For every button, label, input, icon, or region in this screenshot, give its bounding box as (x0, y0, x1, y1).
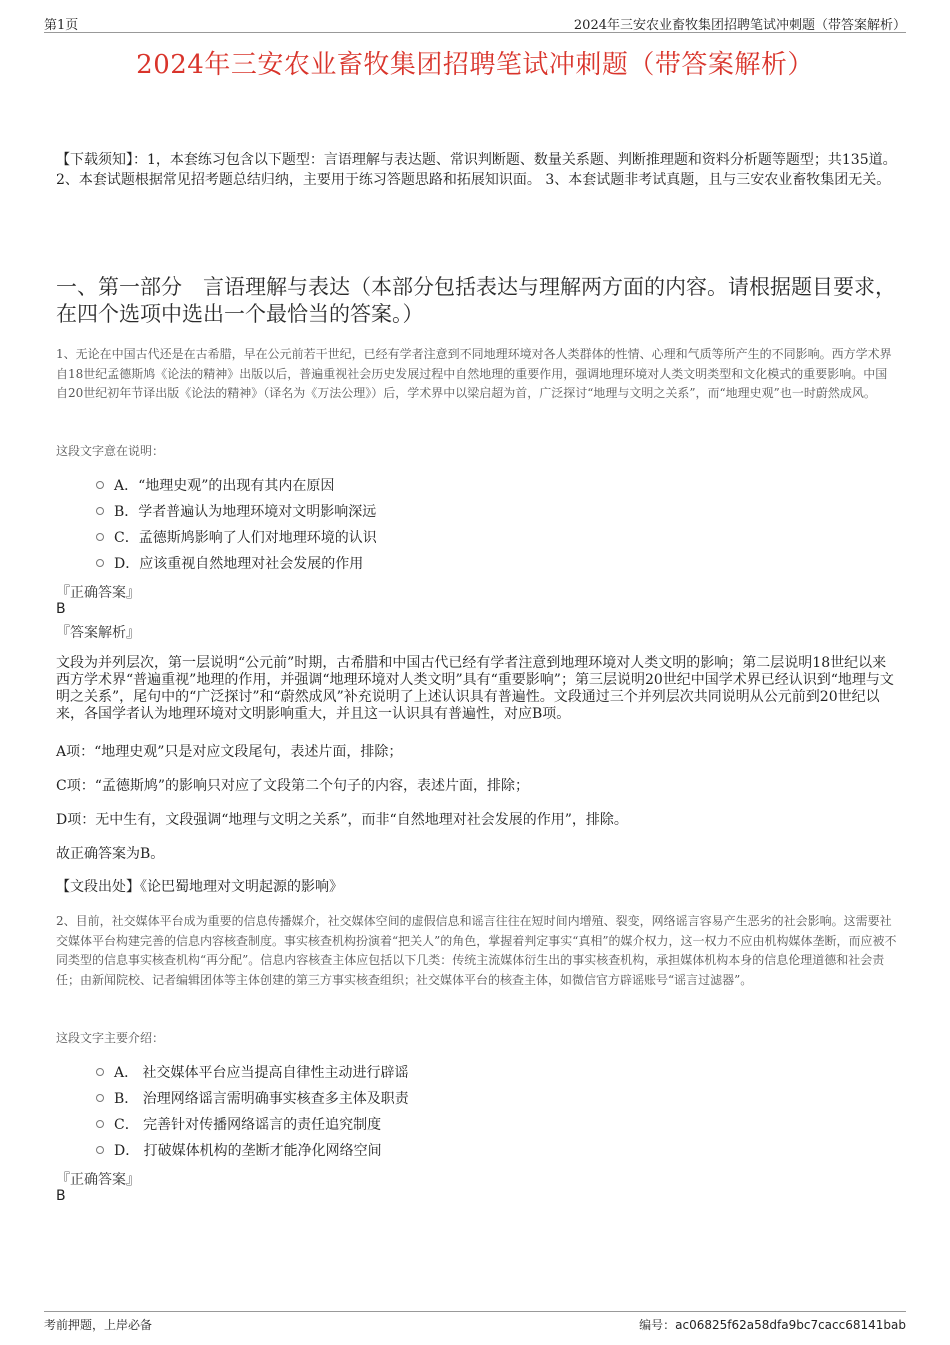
question-2-option-d[interactable]: D． 打破媒体机构的垄断才能净化网络空间 (96, 1137, 409, 1163)
radio-icon[interactable] (96, 1146, 104, 1154)
footer-code-value: ac06825f62a58dfa9bc7cacc68141bab (675, 1318, 906, 1332)
question-1-answer: B (56, 601, 66, 617)
question-2-options (96, 1059, 409, 1163)
header-doc-title: 2024年三安农业畜牧集团招聘笔试冲刺题（带答案解析） (573, 18, 906, 33)
question-2-prompt: 这段文字主要介绍： (56, 1031, 165, 1045)
question-1-stem: 1、无论在中国古代还是在古希腊，早在公元前若干世纪，已经有学者注意到不同地理环境对各人类群体的性情、心理和气质等所产生的不同影响。西方学术界自18世纪孟德斯鸠《论法的精神》出版以后，普遍重视社会历史发展过程中自然地理的重要作用，强调地理环境对人类文明类型和文化模式的重要影响。中国自20世纪初年节译出版《论法的精神》（译名为《万法公理》）后，学术界中以梁启超为首，广泛探讨“地理与文明之关系”，而“地理史观”也一时蔚然成风。 (56, 347, 892, 400)
question-1-options (96, 472, 377, 576)
question-1-conclusion: 故正确答案为B。 (56, 846, 165, 862)
radio-icon[interactable] (96, 533, 104, 541)
question-1-prompt: 这段文字意在说明： (56, 444, 165, 458)
page-footer (44, 1311, 906, 1332)
footer-code-label: 编号： (639, 1318, 676, 1332)
download-notice: 【下载须知】：1，本套练习包含以下题型：言语理解与表达题、常识判断题、数量关系题、判断推理题和资料分析题等题型；共135道。 2、本套试题根据常见招考题总结归纳，主要用于练习答题思路和拓展知识面。 3、本套试题非考试真题，且与三安农业畜牧集团无关。 (56, 152, 897, 188)
page-number: 第1页 (44, 18, 79, 33)
radio-icon[interactable] (96, 1094, 104, 1102)
question-2-answer-label: 『正确答案』 (56, 1172, 140, 1188)
document-title: 2024年三安农业畜牧集团招聘笔试冲刺题（带答案解析） (136, 50, 814, 80)
question-2-stem: 2、目前，社交媒体平台成为重要的信息传播媒介，社交媒体空间的虚假信息和谣言往往在短时间内增殖、裂变，网络谣言容易产生恶劣的社会影响。这需要社交媒体平台构建完善的信息内容核查制度。事实核查机构扮演着“把关人”的角色，掌握着判定事实“真相”的媒介权力，这一权力不应由机构媒体垄断，而应被不同类型的信息事实核查机构“再分配”。信息内容核查主体应包括以下几类：传统主流媒体衍生出的事实核查机构，承担媒体机构本身的信息伦理道德和社会责任；由新闻院校、记者编辑团体等主体创建的第三方事实核查组织；社交媒体平台的核查主体，如微信官方辟谣账号“谣言过滤器”。 (56, 914, 897, 987)
question-1-analysis-main: 文段为并列层次，第一层说明“公元前”时期，古希腊和中国古代已经有学者注意到地理环境对人类文明的影响；第二层说明18世纪以来西方学术界“普遍重视”地理的作用，并强调“地理环境对人类文明”具有“重要影响”；第三层说明20世纪中国学术界已经认识到“地理与文明之关系”，尾句中的“广泛探讨”和“蔚然成风”补充说明了上述认识具有普遍性。文段通过三个并列层次共同说明从公元前到20世纪以来，各国学者认为地理环境对文明影响重大，并且这一认识具有普遍性，对应B项。 (56, 655, 894, 722)
question-1-analysis-d: D项：无中生有，文段强调“地理与文明之关系”，而非“自然地理对社会发展的作用”，排除。 (56, 812, 628, 828)
question-1-option-a[interactable]: A．“地理史观”的出现有其内在原因 (96, 472, 377, 498)
question-2-answer: B (56, 1188, 66, 1204)
footer-code (639, 1316, 906, 1333)
radio-icon[interactable] (96, 481, 104, 489)
question-1-option-c[interactable]: C．孟德斯鸠影响了人们对地理环境的认识 (96, 524, 377, 550)
question-1-answer-label: 『正确答案』 (56, 585, 140, 601)
footer-slogan: 考前押题，上岸必备 (44, 1318, 153, 1332)
question-1-option-d[interactable]: D．应该重视自然地理对社会发展的作用 (96, 550, 377, 576)
radio-icon[interactable] (96, 1068, 104, 1076)
question-1-analysis-a: A项：“地理史观”只是对应文段尾句，表述片面，排除； (56, 744, 403, 760)
question-2-option-b[interactable]: B． 治理网络谣言需明确事实核查多主体及职责 (96, 1085, 409, 1111)
page-header (44, 10, 906, 33)
radio-icon[interactable] (96, 507, 104, 515)
section-heading: 一、第一部分 言语理解与表达（本部分包括表达与理解两方面的内容。请根据题目要求，在四个选项中选出一个最恰当的答案。） (56, 275, 896, 326)
question-2-option-a[interactable]: A． 社交媒体平台应当提高自律性主动进行辟谣 (96, 1059, 409, 1085)
question-1-analysis-label: 『答案解析』 (56, 625, 140, 641)
question-1-source: 【文段出处】《论巴蜀地理对文明起源的影响》 (56, 879, 343, 895)
question-1-option-b[interactable]: B．学者普遍认为地理环境对文明影响深远 (96, 498, 377, 524)
question-2-option-c[interactable]: C． 完善针对传播网络谣言的责任追究制度 (96, 1111, 409, 1137)
question-1-analysis-c: C项：“孟德斯鸠”的影响只对应了文段第二个句子的内容，表述片面，排除； (56, 778, 530, 794)
radio-icon[interactable] (96, 1120, 104, 1128)
radio-icon[interactable] (96, 559, 104, 567)
